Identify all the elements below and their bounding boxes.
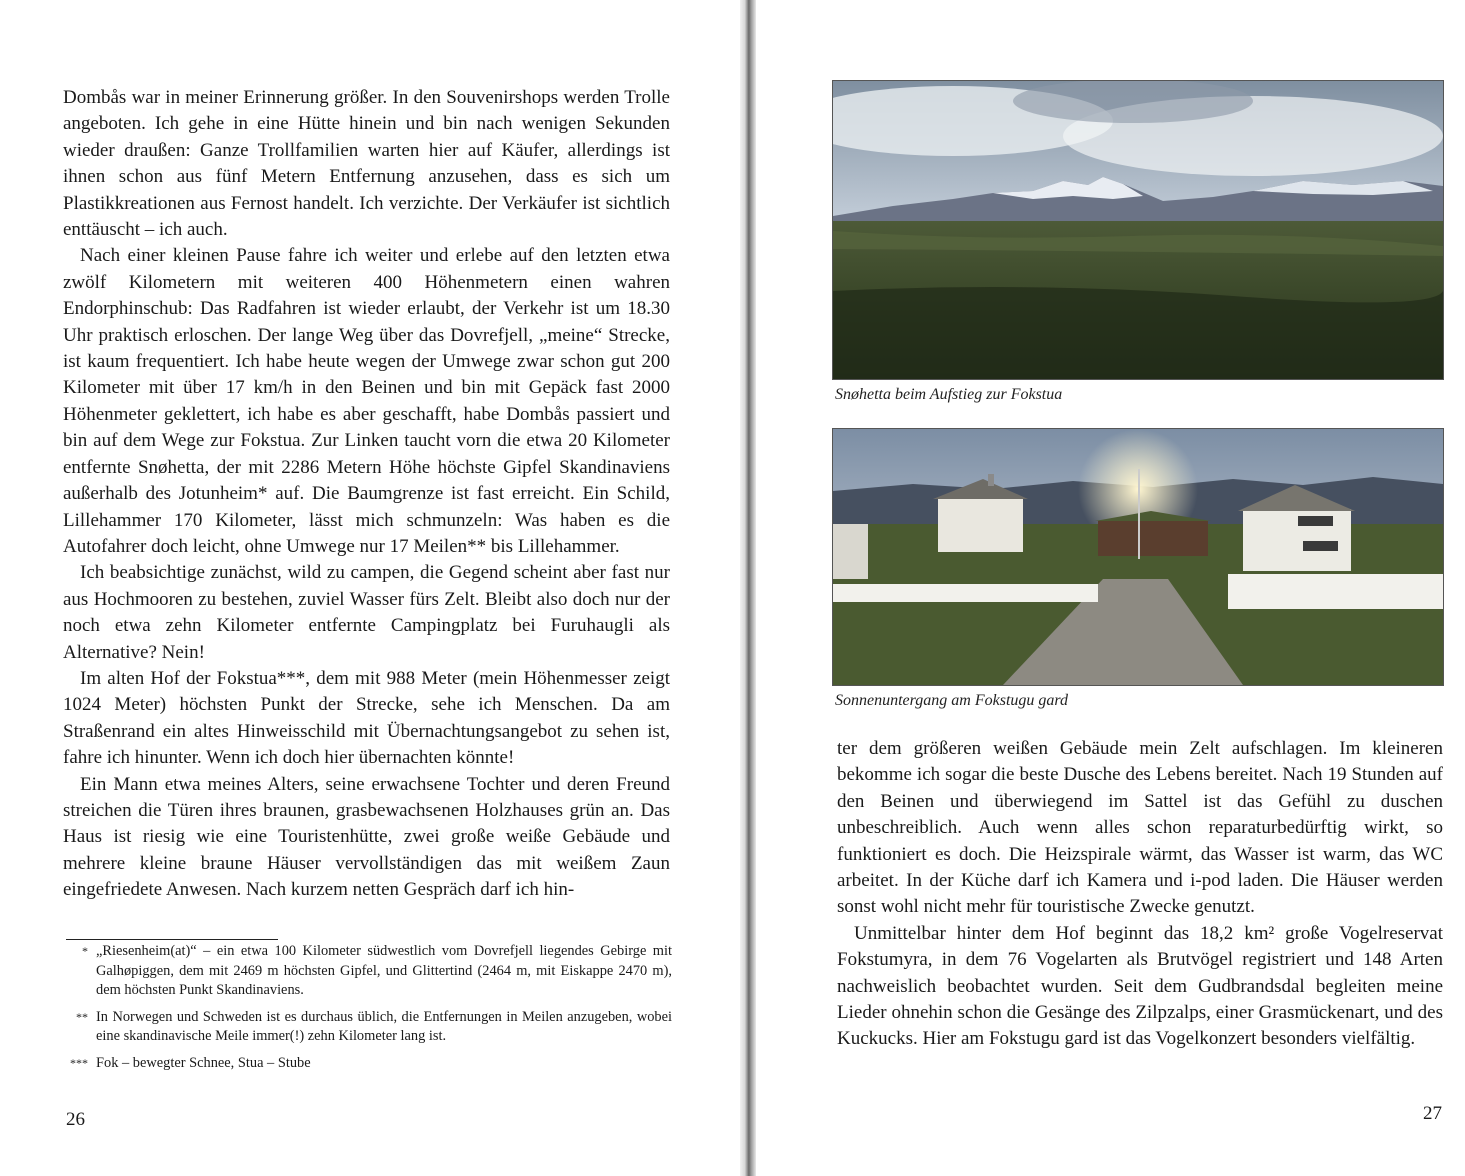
footnote-text: „Riesenheim(at)“ – ein etwa 100 Kilometer südwestlich vom Dovrefjell liegendes Gebirge mit Galhøpiggen, dem mit 2469 m höchsten Gipfel, und Glittertind (2464 m, mit Eiskappe 2470 m), dem höchsten Punkt Skandinaviens. xyxy=(96,943,672,999)
paragraph: Ich beabsichtige zunächst, wild zu campen, die Gegend scheint aber fast nur aus Hochmooren zu bestehen, zuviel Wasser fürs Zelt. Bleibt also doch nur der noch etwa zehn Kilometer entfernte Campingplatz bei Furuhaugli als Alternative? Nein! xyxy=(63,562,670,663)
book-gutter xyxy=(740,0,756,1176)
footnote-mark: * xyxy=(82,944,88,958)
footnote xyxy=(66,1008,672,1047)
paragraph: ter dem größeren weißen Gebäude mein Zelt aufschlagen. Im kleineren bekomme ich sogar die beste Dusche des Lebens bereitet. Nach 19 Stunden auf den Beinen und überwiegend im Sattel ist das Gefühl zu duschen unbeschreiblich. Auch wenn alles schon reparaturbedürftig wirkt, so funktioniert es doch. Die Heizspirale wärmt, das Wasser ist warm, das WC arbeitet. In der Küche darf ich Kamera und i-pod laden. Die Häuser werden sonst wohl nicht mehr für touristische Zwecke genutzt. xyxy=(837,738,1443,918)
footnote-mark: *** xyxy=(70,1055,88,1070)
paragraph: Dombås war in meiner Erinnerung größer. In den Souvenirshops werden Trolle angeboten. Ich gehe in eine Hütte hinein und bin nach wenigen Sekunden wieder draußen: Ganze Trollfamilien warten hier auf Käufer, allerdings ist ihnen schon aus fünf Metern Entfernung anzusehen, dass es sich um Plastikkreationen aus Fernost handelt. Ich verzichte. Der Verkäufer ist sichtlich enttäuscht – ich auch. xyxy=(63,87,670,241)
footnotes xyxy=(66,942,672,1081)
page-number-right: 27 xyxy=(1423,1103,1442,1124)
footnote xyxy=(66,942,672,1001)
footnote-text: Fok – bewegter Schnee, Stua – Stube xyxy=(96,1054,311,1071)
page-number-left: 26 xyxy=(66,1109,85,1130)
paragraph: Im alten Hof der Fokstua***, dem mit 988 Meter (mein Höhenmesser zeigt 1024 Meter) höchsten Punkt der Strecke, sehe ich Menschen. Da am Straßenrand ein altes Hinweisschild mit Übernachtungsangebot zu sehen ist, fahre ich hinunter. Wenn ich doch hier übernachten könnte! xyxy=(63,667,670,769)
paragraph: Nach einer kleinen Pause fahre ich weiter und erlebe auf den letzten etwa zwölf Kilometern mit weiteren 400 Höhenmetern einen wahren Endorphinschub: Das Radfahren ist wieder erlaubt, der Verkehr ist um 18.30 Uhr praktisch erloschen. Der lange Weg über das Dovrefjell, „meine“ Strecke, ist kaum frequentiert. Ich habe heute wegen der Umwege zwar schon gut 200 Kilometer mit über 17 km/h in den Beinen und bin mit Gepäck fast 2000 Höhenmeter geklettert, ich habe es aber geschafft, habe Dombås passiert und bin auf dem Wege zur Fokstua. Zur Linken taucht vorn die etwa 20 Kilometer entfernte Snøhetta, der mit 2286 Metern Höhe höchste Gipfel Skandinaviens außerhalb des Jotunheim* auf. Die Baumgrenze ist fast erreicht. Ein Schild, Lillehammer 170 Kilometer, lässt mich schmunzeln: Was haben es die Autofahrer doch leicht, ohne Umwege nur 17 Meilen** bis Lillehammer. xyxy=(63,245,670,557)
paragraph: Unmittelbar hinter dem Hof beginnt das 18,2 km² große Vogelreservat Fokstumyra, in dem 76 Vogelarten als Brutvögel registriert und 148 Arten nachweislich beobachtet wurden. Seit dem Gudbrandsdal begleiten meine Lieder ohnehin schon die Gesänge des Zilpzalps, einer Grasmückenart, und des Kuckucks. Hier am Fokstugu gard ist das Vogelkonzert besonders vielfältig. xyxy=(837,922,1443,1050)
mountain-landscape-photo xyxy=(832,80,1444,380)
photo-caption: Sonnenuntergang am Fokstugu gard xyxy=(835,692,1069,709)
photo-caption: Snøhetta beim Aufstieg zur Fokstua xyxy=(835,386,1063,403)
footnote xyxy=(66,1054,672,1074)
footnote-mark: ** xyxy=(76,1009,88,1024)
left-body-text xyxy=(63,85,670,904)
right-body-text xyxy=(837,736,1443,1053)
footnote-divider xyxy=(66,939,278,940)
farm-sunset-photo xyxy=(832,428,1444,686)
paragraph: Ein Mann etwa meines Alters, seine erwachsene Tochter und deren Freund streichen die Türen ihres braunen, grasbewachsenen Holzhauses grün an. Das Haus ist riesig wie eine Touristenhütte, zwei große weiße Gebäude und mehrere kleine braune Häuser vervollständigen das mit weißem Zaun eingefriedete Anwesen. Nach kurzem netten Gespräch darf ich hin- xyxy=(63,773,670,901)
footnote-text: In Norwegen und Schweden ist es durchaus üblich, die Entfernungen in Meilen anzugeben, wobei eine skandinavische Meile immer(!) zehn Kilometer lang ist. xyxy=(96,1008,672,1045)
